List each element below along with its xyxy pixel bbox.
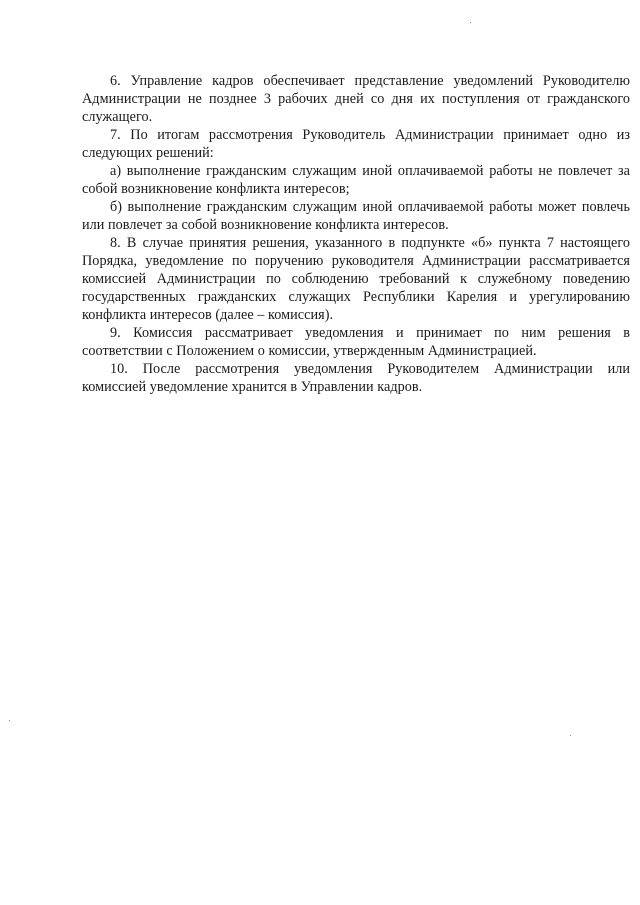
paragraph-7a: а) выполнение гражданским служащим иной оплачиваемой работы не повлечет за собой возникновение конфликта интересов; (82, 163, 630, 197)
paragraph-8: 8. В случае принятия решения, указанного в подпункте «б» пункта 7 настоящего Порядка, уведомление по поручению руководителя Администрации рассматривается комиссией Администрации по соблюдению требований к служебному поведению государственных гражданских служащих Республики Карелия и урегулированию конфликта интересов (далее – комиссия). (82, 235, 630, 323)
scan-speck (470, 22, 471, 23)
paragraph-10: 10. После рассмотрения уведомления Руководителем Администрации или комиссией уведомление хранится в Управлении кадров. (82, 361, 630, 395)
document-body (82, 72, 630, 396)
paragraph-7b: б) выполнение гражданским служащим иной оплачиваемой работы может повлечь или повлечет за собой возникновение конфликта интересов. (82, 199, 630, 233)
scan-speck (570, 735, 571, 736)
paragraph-9: 9. Комиссия рассматривает уведомления и принимает по ним решения в соответствии с Положением о комиссии, утвержденным Администрацией. (82, 325, 630, 359)
paragraph-7: 7. По итогам рассмотрения Руководитель Администрации принимает одно из следующих решений: (82, 127, 630, 161)
paragraph-6: 6. Управление кадров обеспечивает представление уведомлений Руководителю Администрации не позднее 3 рабочих дней со дня их поступления от гражданского служащего. (82, 73, 630, 125)
scan-speck (9, 720, 10, 721)
